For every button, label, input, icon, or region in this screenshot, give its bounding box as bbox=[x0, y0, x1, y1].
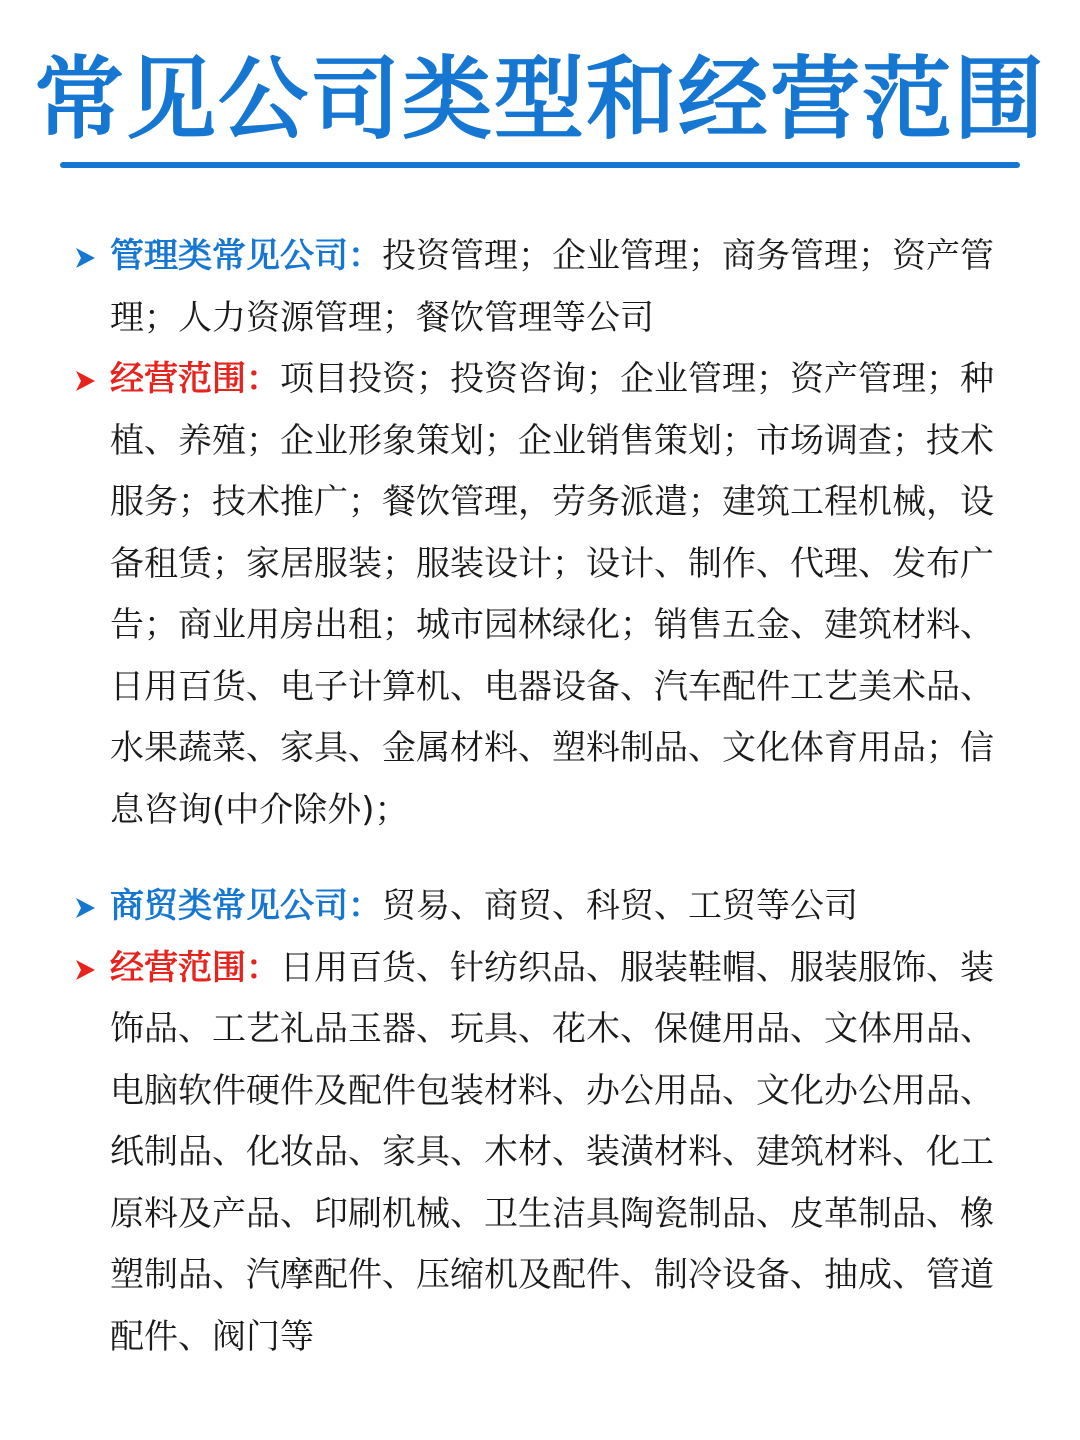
management-scope-text: 项目投资；投资咨询；企业管理；资产管理；种植、养殖；企业形象策划；企业销售策划；市场调查；技术服务；技术推广；餐饮管理，劳务派遣；建筑工程机械，设备租赁；家居服装；服装设计；设计、制作、代理、发布广告；商业用房出租；城市园林绿化；销售五金、建筑材料、日用百货、电子计算机、电器设备、汽车配件工艺美术品、水果蔬菜、家具、金属材料、塑料制品、文化体育用品；信息咨询(中介除外)； bbox=[110, 359, 994, 830]
trade-scope-entry bbox=[72, 938, 1012, 1369]
chevron-right-icon bbox=[72, 957, 98, 983]
management-section bbox=[72, 226, 1012, 841]
management-scope-entry bbox=[72, 349, 1012, 841]
chevron-right-icon bbox=[72, 368, 98, 394]
trade-company-label: 商贸类常见公司： bbox=[110, 886, 382, 926]
trade-scope-text: 日用百货、针纺织品、服装鞋帽、服装服饰、装饰品、工艺礼品玉器、玩具、花木、保健用品、文体用品、电脑软件硬件及配件包装材料、办公用品、文化办公用品、纸制品、化妆品、家具、木材、装潢材料、建筑材料、化工原料及产品、印刷机械、卫生洁具陶瓷制品、皮革制品、橡塑制品、汽摩配件、压缩机及配件、制冷设备、抽成、管道配件、阀门等 bbox=[110, 947, 994, 1357]
trade-company-text: 贸易、商贸、科贸、工贸等公司 bbox=[382, 886, 858, 926]
trade-company-entry bbox=[72, 876, 1012, 938]
trade-section bbox=[72, 876, 1012, 1368]
management-company-text: 投资管理；企业管理；商务管理；资产管理；人力资源管理；餐饮管理等公司 bbox=[110, 236, 994, 338]
trade-scope-label: 经营范围： bbox=[110, 947, 280, 988]
management-scope-label: 经营范围： bbox=[110, 359, 280, 399]
page-title: 常见公司类型和经营范围 bbox=[34, 47, 1046, 152]
chevron-right-icon bbox=[72, 895, 98, 921]
management-company-entry bbox=[72, 226, 1012, 349]
chevron-right-icon bbox=[72, 245, 98, 271]
title-divider bbox=[60, 162, 1020, 168]
management-company-label: 管理类常见公司： bbox=[110, 236, 382, 276]
